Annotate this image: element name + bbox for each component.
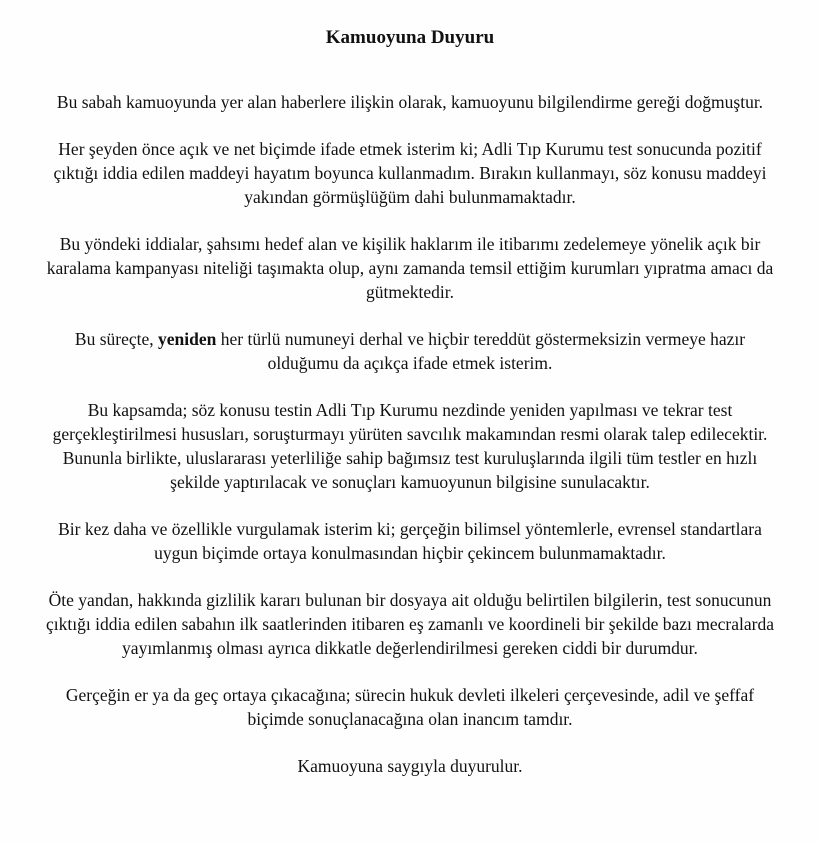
document-title: Kamuoyuna Duyuru (325, 27, 495, 48)
paragraph-sample-offer (45, 327, 775, 375)
paragraph-sample-offer-post: her türlü numuneyi derhal ve hiçbir tereddüt göstermeksizin vermeye hazır olduğumu da açıkça ifade etmek isterim. (216, 329, 746, 373)
paragraph-confidential-leak: Öte yandan, hakkında gizlilik kararı bulunan bir dosyaya ait olduğu belirtilen bilgilerin, test sonucunun çıktığı iddia edilen sabahın ilk saatlerinden itibaren eş zamanlı ve koordineli bir şekilde bazı mecralarda yayımlanmış olması ayrıca dikkatle değerlendirilmesi gereken ciddi bir durumdur. (46, 590, 774, 658)
paragraph-retest-request: Bu kapsamda; söz konusu testin Adli Tıp Kurumu nezdinde yeniden yapılması ve tekrar test gerçekleştirilmesi hususları, soruşturmayı yürüten savcılık makamından resmi olarak talep edilecektir. (52, 400, 768, 444)
paragraph-scientific-methods: Bir kez daha ve özellikle vurgulamak isterim ki; gerçeğin bilimsel yöntemlerle, evrensel standartlara uygun biçimde ortaya konulmasından hiçbir çekincem bulunmamaktadır. (58, 519, 762, 563)
emphasized-word: yeniden (158, 329, 217, 349)
closing-line: Kamuoyuna saygıyla duyurulur. (297, 756, 523, 776)
paragraph-smear-campaign: Bu yöndeki iddialar, şahsımı hedef alan ve kişilik haklarım ile itibarımı zedelemeye yönelik açık bir karalama kampanyası niteliği taşımakta olup, aynı zamanda temsil ettiğim kurumları yıpratma amacı da gütmektedir. (46, 234, 774, 302)
paragraph-trust-in-justice: Gerçeğin er ya da geç ortaya çıkacağına; sürecin hukuk devleti ilkeleri çerçevesinde, adil ve şeffaf biçimde sonuçlanacağına olan inancım tamdır. (65, 685, 755, 729)
document-body (45, 90, 775, 778)
paragraph-intro: Bu sabah kamuoyunda yer alan haberlere ilişkin olarak, kamuoyunu bilgilendirme gereği doğmuştur. (56, 92, 764, 112)
paragraph-denial: Her şeyden önce açık ve net biçimde ifade etmek isterim ki; Adli Tıp Kurumu test sonucunda pozitif çıktığı iddia edilen maddeyi hayatım boyunca kullanmadım. Bırakın kullanmayı, söz konusu maddeyi yakından görmüşlüğüm dahi bulunmamaktadır. (53, 139, 767, 207)
paragraph-independent-tests: Bununla birlikte, uluslararası yeterliliğe sahip bağımsız test kuruluşlarında ilgili tüm testler en hızlı şekilde yaptırılacak ve sonuçları kamuoyunun bilgisine sunulacaktır. (62, 448, 758, 492)
paragraph-sample-offer-pre: Bu süreçte, (74, 329, 159, 349)
